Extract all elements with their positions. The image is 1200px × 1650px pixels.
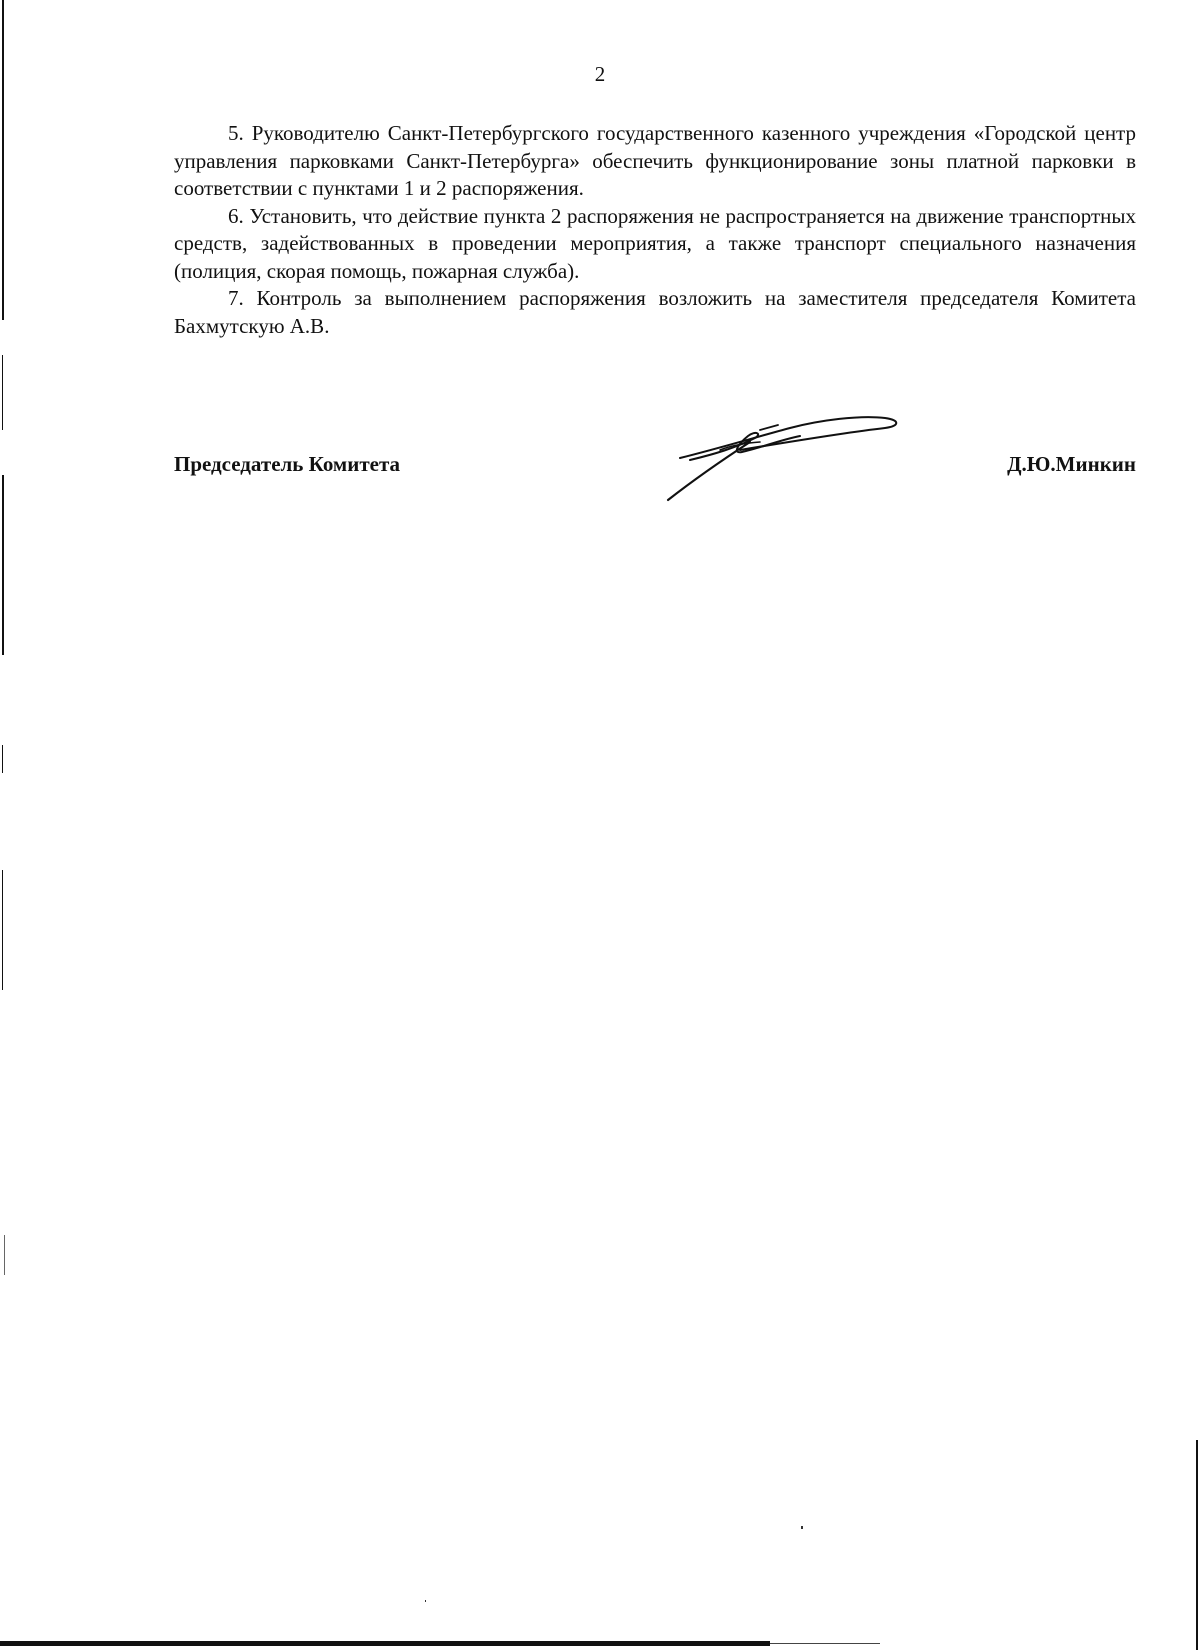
page-number: 2 [594,62,606,86]
handwritten-signature [660,410,910,510]
signatory-title: Председатель Комитета [174,452,401,476]
signatory-name: Д.Ю.Минкин [1007,452,1136,476]
scan-edge-line [2,870,3,990]
scan-edge-line [4,1235,5,1275]
scan-edge-line [2,745,3,773]
paragraph-5: 5. Руководителю Санкт-Петербургского государственного казенного учреждения «Городской центр управления парковками Санкт-Петербурга» обеспечить функционирование зоны платной парковки в соответствии с пунктами 1 и 2 распоряжения. [174,121,1136,200]
scan-edge-line [1196,1440,1198,1650]
paragraph-7: 7. Контроль за выполнением распоряжения возложить на заместителя председателя Комитета Бахмутскую А.В. [174,286,1136,338]
scan-edge-line [2,475,4,655]
paragraph-6: 6. Установить, что действие пункта 2 распоряжения не распространяется на движение транспортных средств, задействованных в проведении мероприятия, а также транспорт специального назначения (полиция, скорая помощь, пожарная служба). [174,203,1136,283]
scan-edge-line [2,355,3,430]
scan-bottom-edge-thin [770,1643,880,1644]
scan-speck [425,1600,426,1602]
body-text [174,120,1136,340]
scan-edge-line [2,0,4,320]
scan-speck [801,1526,803,1529]
scan-bottom-edge [0,1641,770,1646]
